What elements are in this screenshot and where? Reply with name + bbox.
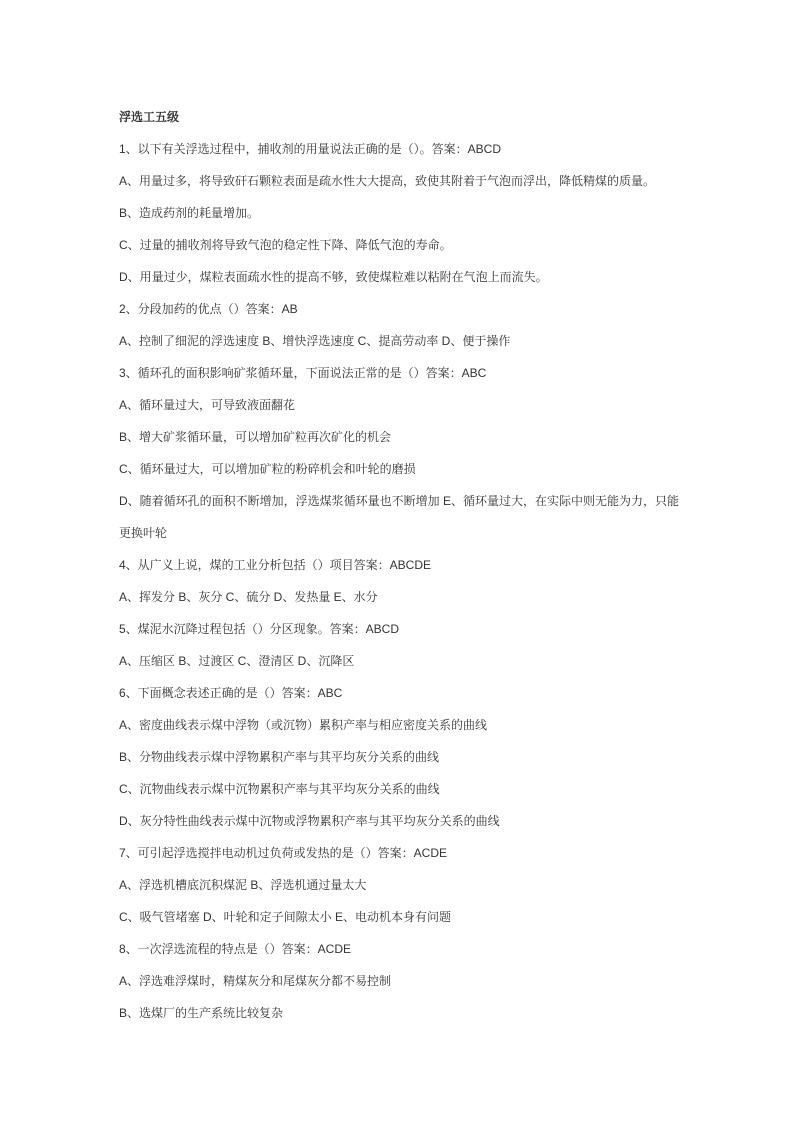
text-line: A、浮选难浮煤时，精煤灰分和尾煤灰分都不易控制 <box>119 974 392 988</box>
text-line: A、控制了细泥的浮选速度 B、增快浮选速度 C、提高劳动率 D、便于操作 <box>119 334 511 348</box>
text-line: C、吸气管堵塞 D、叶轮和定子间隙太小 E、电动机本身有问题 <box>119 910 452 924</box>
text-line: 2、分段加药的优点（）答案：AB <box>119 302 298 316</box>
text-line: B、造成药剂的耗量增加。 <box>119 206 260 220</box>
text-line: A、密度曲线表示煤中浮物（或沉物）累积产率与相应密度关系的曲线 <box>119 718 488 732</box>
text-line: 7、可引起浮选搅拌电动机过负荷或发热的是（）答案：ACDE <box>119 846 448 860</box>
document-page <box>119 101 719 1029</box>
text-line: D、用量过少，煤粒表面疏水性的提高不够，致使煤粒难以粘附在气泡上而流失。 <box>119 270 548 284</box>
text-line: D、灰分特性曲线表示煤中沉物或浮物累积产率与其平均灰分关系的曲线 <box>119 814 500 828</box>
text-line: 8、一次浮选流程的特点是（）答案：ACDE <box>119 942 352 956</box>
text-line: C、沉物曲线表示煤中沉物累积产率与其平均灰分关系的曲线 <box>119 782 440 796</box>
text-line: A、压缩区 B、过渡区 C、澄清区 D、沉降区 <box>119 654 355 668</box>
text-line: B、分物曲线表示煤中浮物累积产率与其平均灰分关系的曲线 <box>119 750 440 764</box>
text-line: B、增大矿浆循环量，可以增加矿粒再次矿化的机会 <box>119 430 392 444</box>
text-block-1 <box>119 133 719 485</box>
text-block-2 <box>119 549 719 1029</box>
text-line: A、循环量过大，可导致液面翻花 <box>119 398 296 412</box>
text-line: 3、循环孔的面积影响矿浆循环量，下面说法正常的是（）答案：ABC <box>119 366 487 380</box>
text-line-segment: 更换叶轮 <box>119 526 168 540</box>
text-line: C、过量的捕收剂将导致气泡的稳定性下降、降低气泡的寿命。 <box>119 238 452 252</box>
text-line: C、循环量过大，可以增加矿粒的粉碎机会和叶轮的磨损 <box>119 462 416 476</box>
text-line: A、浮选机槽底沉积煤泥 B、浮选机通过量太大 <box>119 878 367 892</box>
text-line: B、选煤厂的生产系统比较复杂 <box>119 1006 284 1020</box>
text-line: 1、以下有关浮选过程中，捕收剂的用量说法正确的是（）。答案：ABCD <box>119 142 502 156</box>
text-line: 4、从广义上说，煤的工业分析包括（）项目答案：ABCDE <box>119 558 432 572</box>
text-line: A、挥发分 B、灰分 C、硫分 D、发热量 E、水分 <box>119 590 378 604</box>
text-line: 6、下面概念表述正确的是（）答案：ABC <box>119 686 343 700</box>
text-line: A、用量过多，将导致矸石颗粒表面是疏水性大大提高，致使其附着于气泡而浮出，降低精煤的质量。 <box>119 174 656 188</box>
text-line-wrapped <box>119 485 719 549</box>
text-line: 5、煤泥水沉降过程包括（）分区现象。答案：ABCD <box>119 622 400 636</box>
document-title: 浮选工五级 <box>119 110 180 124</box>
text-line-segment: D、随着循环孔的面积不断增加，浮选煤浆循环量也不断增加 E、循环量过大，在实际中则无能为力，只能 <box>119 494 680 508</box>
